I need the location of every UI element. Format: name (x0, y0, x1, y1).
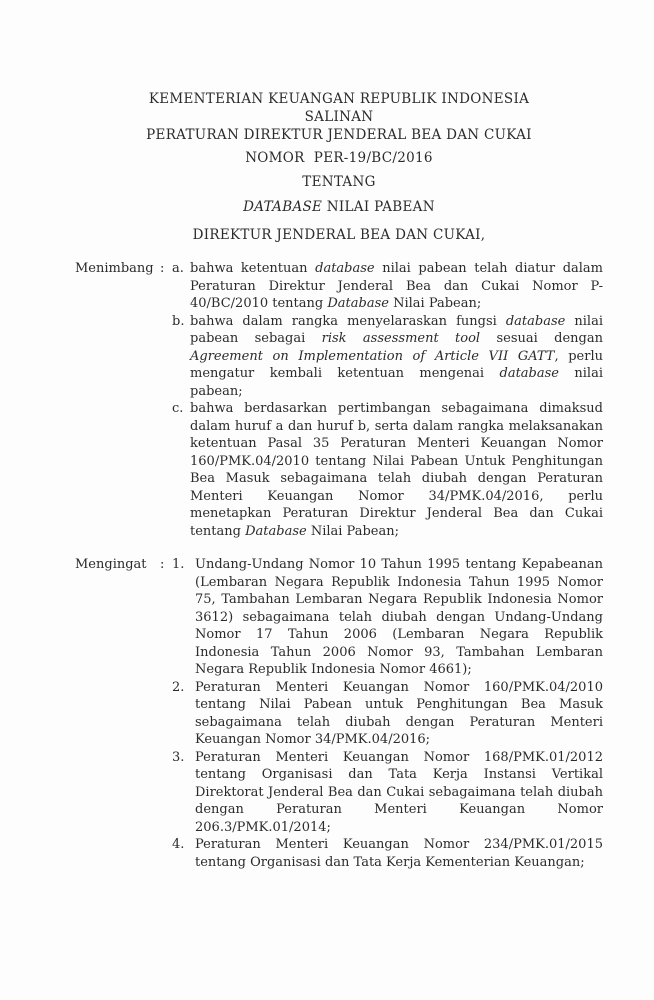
section-menimbang (75, 260, 603, 540)
list-item-text: Undang-Undang Nomor 10 Tahun 1995 tentang Kepabeanan (Lembaran Negara Republik Indonesia Tahun 1995 Nomor 75, Tambahan Lembaran Negara Republik Indonesia Nomor 3612) sebagaimana telah diubah dengan Undang-Undang Nomor 17 Tahun 2006 (Lembaran Negara Republik Indonesia Tahun 2006 Nomor 93, Tambahan Lembaran Negara Republik Indonesia Nomor 4661); (195, 557, 603, 677)
mengingat-items (172, 556, 603, 871)
list-item (172, 556, 603, 679)
menimbang-items (172, 260, 603, 540)
section-label-menimbang: Menimbang (75, 261, 154, 276)
section-mengingat (75, 556, 603, 871)
list-item-marker: a. (172, 261, 184, 276)
document-header (75, 90, 603, 244)
list-item-marker: 4. (172, 837, 185, 852)
list-item (172, 313, 603, 401)
list-item-text: Peraturan Menteri Keuangan Nomor 168/PMK.01/2012 tentang Organisasi dan Tata Kerja Instansi Vertikal Direktorat Jenderal Bea dan Cukai sebagaimana telah diubah dengan Peraturan Menteri Keuangan Nomor 206.3/PMK.01/2014; (195, 749, 603, 835)
list-item-marker: b. (172, 313, 185, 329)
list-item-text: Peraturan Menteri Keuangan Nomor 234/PMK.01/2015 tentang Organisasi dan Tata Kerja Kementerian Keuangan; (195, 837, 603, 870)
list-item (172, 400, 603, 540)
regulation-number: NOMOR PER-19/BC/2016 (245, 150, 433, 166)
list-item-text: bahwa dalam rangka menyelaraskan fungsi database nilai pabean sebagai risk assessment tool sesuai dengan Agreement on Implementation of Article VII GATT, perlu mengatur kembali ketentuan mengenai database nilai pabean; (190, 313, 603, 399)
document-body (75, 260, 603, 871)
list-item (172, 836, 603, 871)
list-item-text: bahwa berdasarkan pertimbangan sebagaimana dimaksud dalam huruf a dan huruf b, serta dalam rangka melaksanakan ketentuan Pasal 35 Peraturan Menteri Keuangan Nomor 160/PMK.04/2010 tentang Nilai Pabean Untuk Penghitungan Bea Masuk sebagaimana telah diubah dengan Peraturan Menteri Keuangan Nomor 34/PMK.04/2016, perlu menetapkan Peraturan Direktur Jenderal Bea dan Cukai tentang Database Nilai Pabean; (190, 401, 603, 539)
section-colon: : (160, 261, 165, 276)
subject-title: DATABASE NILAI PABEAN (243, 199, 435, 215)
list-item-marker: c. (172, 401, 184, 416)
list-item (172, 749, 603, 837)
about-label: TENTANG (302, 174, 376, 190)
issuer-title: DIREKTUR JENDERAL BEA DAN CUKAI, (192, 227, 486, 243)
copy-label: SALINAN (304, 109, 374, 125)
list-item (172, 260, 603, 313)
list-item-marker: 3. (172, 749, 185, 765)
regulation-title: PERATURAN DIREKTUR JENDERAL BEA DAN CUKAI (146, 127, 532, 143)
list-item-marker: 2. (172, 679, 185, 695)
list-item (172, 679, 603, 749)
list-item-text: Peraturan Menteri Keuangan Nomor 160/PMK.04/2010 tentang Nilai Pabean untuk Penghitungan Bea Masuk sebagaimana telah diubah dengan Peraturan Menteri Keuangan Nomor 34/PMK.04/2016; (195, 679, 603, 747)
ministry-name: KEMENTERIAN KEUANGAN REPUBLIK INDONESIA (148, 91, 530, 107)
list-item-marker: 1. (172, 557, 185, 572)
section-colon: : (160, 557, 165, 572)
list-item-text: bahwa ketentuan database nilai pabean telah diatur dalam Peraturan Direktur Jenderal Bea dan Cukai Nomor P-40/BC/2010 tentang Database Nilai Pabean; (190, 261, 604, 311)
section-label-mengingat: Mengingat (75, 557, 147, 572)
